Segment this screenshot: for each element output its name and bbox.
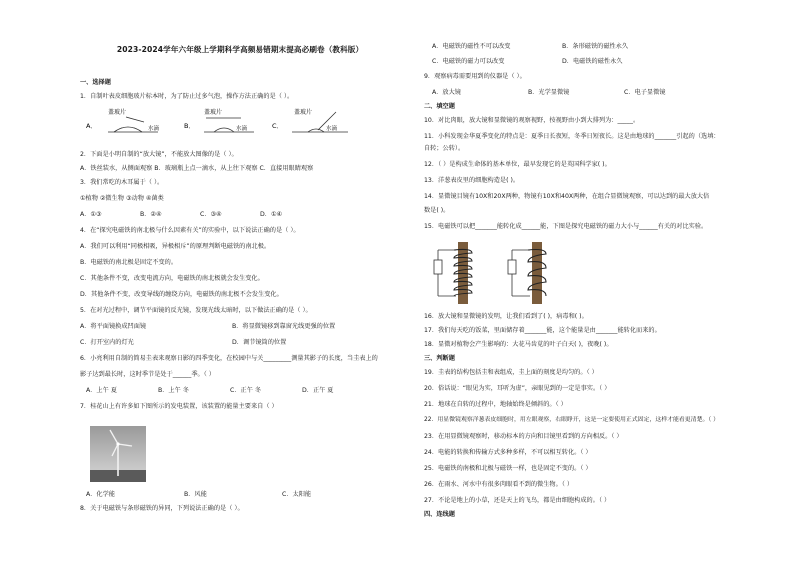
section-heading: 三、判断题 (424, 355, 455, 362)
q8-option-a: A．电磁铁的磁性不可以改变 (432, 43, 511, 50)
question-9: 9．观察病毒需要用到的仪器是（ ）。 (424, 73, 526, 80)
q8-option-c: C．电磁铁的磁力可以改变 (432, 58, 505, 65)
q6-option: A．上午 夏 (86, 387, 117, 394)
question-11: 11．小科发现金华夏季变化的特点是：夏季日长夜短，冬季日短夜长。这是由地球的_______引起的（选填： (424, 133, 720, 140)
question-10: 10．对比肉眼，放大镜和显微镜的观察视野，按视野由小到大排列为：_____。 (424, 117, 640, 124)
question-23: 23．在用显微镜观察时，移动标本的方向和目镜里看到的方向相反。（ ） (424, 433, 623, 440)
q9-option: C．电子显微镜 (624, 89, 666, 96)
q4-option-a: A．我们可以利用“同极相吸，异极相斥”的原理判断电磁铁的南北极。 (80, 243, 271, 250)
q6-option: D．正午 夏 (302, 387, 334, 394)
question-12: 12．（ ）是构成生命体的基本单位，最早发现它的是英国科学家( )。 (424, 161, 611, 168)
q8-option-b: B．条形磁铁的磁性永久 (562, 43, 629, 50)
question-7: 7．桂花山上有许多如下图所示的发电装置，该装置的能量主要来自（ ） (80, 403, 278, 410)
q5-option-c: C．打开室内的灯光 (80, 339, 134, 346)
section-heading: 四、连线题 (424, 511, 455, 518)
water-drop-label: 水滴 (148, 126, 160, 132)
q7-option: C．太阳能 (282, 491, 312, 498)
question-1: 1．自制叶表皮细胞玻片标本时，为了防止过多气泡，操作方法正确的是（ ）。 (80, 93, 294, 100)
wind-turbine-image (90, 426, 146, 482)
q3-option: D．①④ (260, 211, 283, 218)
q9-option: B．光学显微镜 (528, 89, 570, 96)
question-2-options: A．铁丝装水，从侧面观察 B．玻璃瓶上点一滴水，从上往下观察 C．直接用眼睛观察 (80, 165, 314, 172)
q6-option: B．上午 冬 (158, 387, 189, 394)
water-drop-label: 水滴 (236, 126, 248, 132)
question-11-cont: 自转；公转）。 (424, 145, 465, 152)
q5-option-b: B．将显微镜移到靠窗光线更强的位置 (232, 323, 336, 330)
q1-option-a: A． (86, 122, 97, 130)
question-7-options (86, 492, 386, 498)
page-title: 2023-2024学年六年级上学期科学高频易错期末提高必刷卷（教科版） (116, 45, 364, 54)
q7-option: A．化学能 (86, 491, 115, 498)
question-15: 15．电磁铁可以把_______能转化成______能，下图是探究电磁铁的磁力大小与______有关的对比实验。 (424, 223, 708, 230)
question-27: 27．不论是地上的小草，还是天上的飞鸟，都是由细胞构成的。（ ） (424, 497, 611, 504)
q5-option-a: A．将平面镜换成凹面镜 (80, 323, 147, 330)
question-3-options (80, 212, 320, 218)
cover-slip-label: 盖玻片 (204, 109, 223, 116)
question-9-options (432, 90, 732, 96)
question-3: 3．我们常吃的木耳属于（ ）。 (80, 179, 164, 186)
q8-option-d: D．电磁铁的磁性永久 (562, 58, 623, 65)
question-13: 13．洋葱表皮里的细胞构造是( )。 (424, 177, 520, 184)
question-18: 18．显微对植物会产生影响的：大花马齿苋的叶子白天( )，夜晚( )。 (424, 341, 613, 348)
question-8: 8．关于电磁铁与条形磁铁的异同，下列说法正确的是（ ）。 (80, 505, 244, 512)
question-4: 4．在“探究电磁铁的南北极与什么因素有关”的实验中，以下说法正确的是（ ）。 (80, 227, 300, 234)
question-24: 24．电能的转换和传输方式多种多样，不可以相互转化。（ ） (424, 449, 592, 456)
electromagnet-diagram (430, 240, 570, 306)
q4-option-d: D．其他条件不变，改变导线的缠绕方向，电磁铁的南北极不会发生变化。 (80, 291, 283, 298)
question-14: 14．显微镜目镜有10X和20X两种，物镜有10X和40X两种，在组合显微镜观察，可以达到的最大放大倍 (424, 193, 710, 200)
question-21: 21．地球在自转的过程中，地轴始终是倾斜的。（ ） (424, 401, 567, 408)
question-6-options (86, 388, 386, 394)
section-heading: 一、选择题 (80, 79, 111, 86)
question-2: 2．下面是小明自制的“放大镜”，不能放大图像的是（ ）。 (80, 151, 238, 158)
question-26: 26．在雨水、河水中有很多肉眼看不到的微生物。（ ） (424, 481, 574, 488)
question-3-items: ①植物 ②微生物 ③动物 ④菌类 (80, 195, 164, 202)
q1-option-c: C． (272, 122, 284, 130)
q4-option-b: B．电磁铁的南北极是固定不变的。 (80, 259, 178, 266)
q6-option: C．正午 冬 (230, 387, 262, 394)
question-19: 19．圭表的结构包括圭和表组成，圭上面的刻度是均匀的。（ ） (424, 369, 598, 376)
question-14-cont: 数是( )。 (424, 207, 450, 214)
q7-option: B．风能 (184, 491, 207, 498)
question-5: 5．在对光过程中，调节平面镜的反光镜，发现光线太暗时，以下做法正确的是（ ）。 (80, 307, 312, 314)
section-heading: 二、填空题 (424, 103, 455, 110)
q3-option: C．③④ (200, 211, 222, 218)
q1-option-b: B． (184, 122, 195, 130)
question-20: 20．俗话说：“眼见为实，耳听为虚”，亲眼见到的一定是事实。（ ） (424, 385, 611, 392)
cover-slip-label: 盖玻片 (294, 109, 313, 116)
q1-figure (86, 108, 386, 138)
question-17: 17．我们每天吃的饭菜，里面储存着_______能，这个能量是由_______能转化而来的。 (424, 327, 661, 334)
question-6: 6．小亮利用自制的简易圭表来观察日影的四季变化，在校园中与关_________测量其影子的长度，当圭表上的 (80, 355, 378, 362)
cover-slip-label: 盖玻片 (108, 109, 127, 116)
question-16: 16．放大镜和显微镜的发明，让我们看到了( )，病毒和( )。 (424, 313, 588, 320)
question-25: 25．电磁铁的南极和北极与磁铁一样，也是固定不变的。（ ） (424, 465, 592, 472)
question-6-cont: 影子达到最长时，这时季节是处于______季。（ ） (80, 371, 215, 378)
question-22: 22．用显微镜观察洋葱表皮细胞时，用左眼观察，右眼睁开，这是一定要使用正式固定，这样才能看更清楚。（ ） (424, 417, 720, 423)
q4-option-c: C．其他条件不变，改变电流方向，电磁铁的南北极就会发生变化。 (80, 275, 264, 282)
water-drop-label: 水滴 (326, 126, 338, 132)
q3-option: B．②④ (140, 211, 162, 218)
q3-option: A．①③ (80, 211, 102, 218)
q9-option: A．放大镜 (432, 89, 461, 96)
q5-option-d: D．调节镜筒的位置 (232, 339, 287, 346)
